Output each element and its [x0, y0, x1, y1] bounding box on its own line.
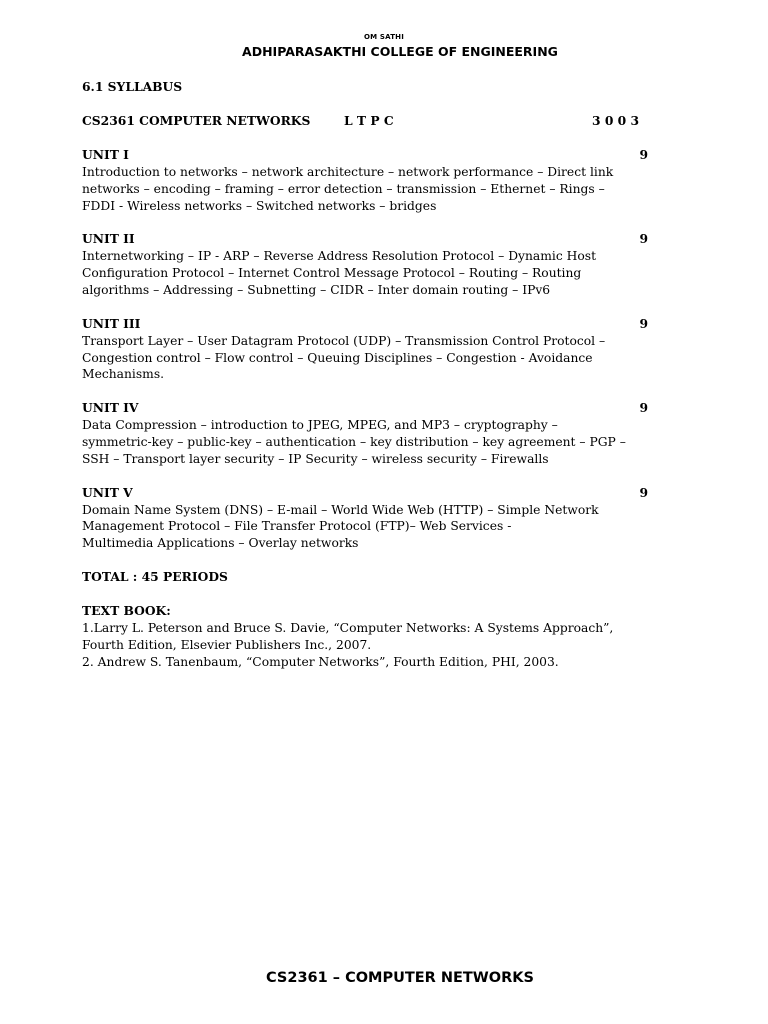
unit-5 — [82, 485, 648, 552]
unit-title: UNIT IV — [82, 400, 139, 416]
college-name: ADHIPARASAKTHI COLLEGE OF ENGINEERING — [242, 44, 558, 59]
unit-3 — [82, 316, 648, 383]
unit-header — [82, 316, 648, 333]
course-credits: 3 0 0 3 — [592, 113, 640, 128]
unit-hours: 9 — [639, 315, 648, 331]
header-om-sathi: OM SATHI — [363, 33, 405, 41]
course-row — [82, 113, 648, 130]
unit-topics: Transport Layer – User Datagram Protocol (UDP) – Transmission Control Protocol – Congestion control – Flow control – Queuing Disciplines – Congestion - Avoidance Mechanisms. — [82, 333, 606, 382]
unit-hours: 9 — [639, 231, 648, 247]
course-code-name: CS2361 COMPUTER NETWORKS — [82, 113, 311, 128]
unit-title: UNIT I — [82, 147, 129, 162]
textbook-section — [82, 603, 648, 670]
unit-title: UNIT II — [82, 231, 135, 247]
unit-1 — [82, 147, 648, 214]
section-title: 6.1 SYLLABUS — [82, 79, 183, 94]
textbook-ref: 1.Larry L. Peterson and Bruce S. Davie, “Computer Networks: A Systems Approach”, Fourth Edition, Elsevier Publishers Inc., 2007. — [82, 620, 614, 652]
unit-header — [82, 231, 648, 248]
page-footer: CS2361 – COMPUTER NETWORKS — [266, 970, 534, 986]
unit-title: UNIT III — [82, 315, 141, 331]
unit-topics: Introduction to networks – network architecture – network performance – Direct link networks – encoding – framing – error detection – transmission – Ethernet – Rings – FDDI - Wireless networks – Switched networks – bridges — [82, 165, 614, 213]
unit-hours: 9 — [639, 400, 648, 416]
total-periods: TOTAL : 45 PERIODS — [82, 568, 228, 584]
unit-header — [82, 485, 648, 502]
unit-topics: Internetworking – IP - ARP – Reverse Address Resolution Protocol – Dynamic Host Configuration Protocol – Internet Control Message Protocol – Routing – Routing algorithms – Addressing – Subnetting – CIDR – Inter domain routing – IPv6 — [82, 249, 597, 297]
unit-header — [82, 400, 648, 417]
unit-2 — [82, 231, 648, 298]
unit-hours: 9 — [639, 147, 648, 162]
textbook-ref: 2. Andrew S. Tanenbaum, “Computer Networks”, Fourth Edition, PHI, 2003. — [82, 654, 559, 669]
unit-4 — [82, 400, 648, 467]
unit-header — [82, 147, 648, 164]
unit-hours: 9 — [639, 484, 648, 500]
unit-topics: Data Compression – introduction to JPEG, MPEG, and MP3 – cryptography – symmetric-key – public-key – authentication – key distribution – key agreement – PGP – SSH – Transport layer security – IP Security – wireless security – Firewalls — [82, 418, 626, 466]
unit-title: UNIT V — [82, 484, 133, 500]
textbook-title: TEXT BOOK: — [82, 602, 171, 618]
unit-topics: Domain Name System (DNS) – E-mail – World Wide Web (HTTP) – Simple Network Management Protocol – File Transfer Protocol (FTP)– Web Services - Multimedia Applications – Overlay networks — [82, 502, 599, 551]
document-body — [82, 79, 648, 670]
course-ltpc: L T P C — [344, 113, 394, 128]
